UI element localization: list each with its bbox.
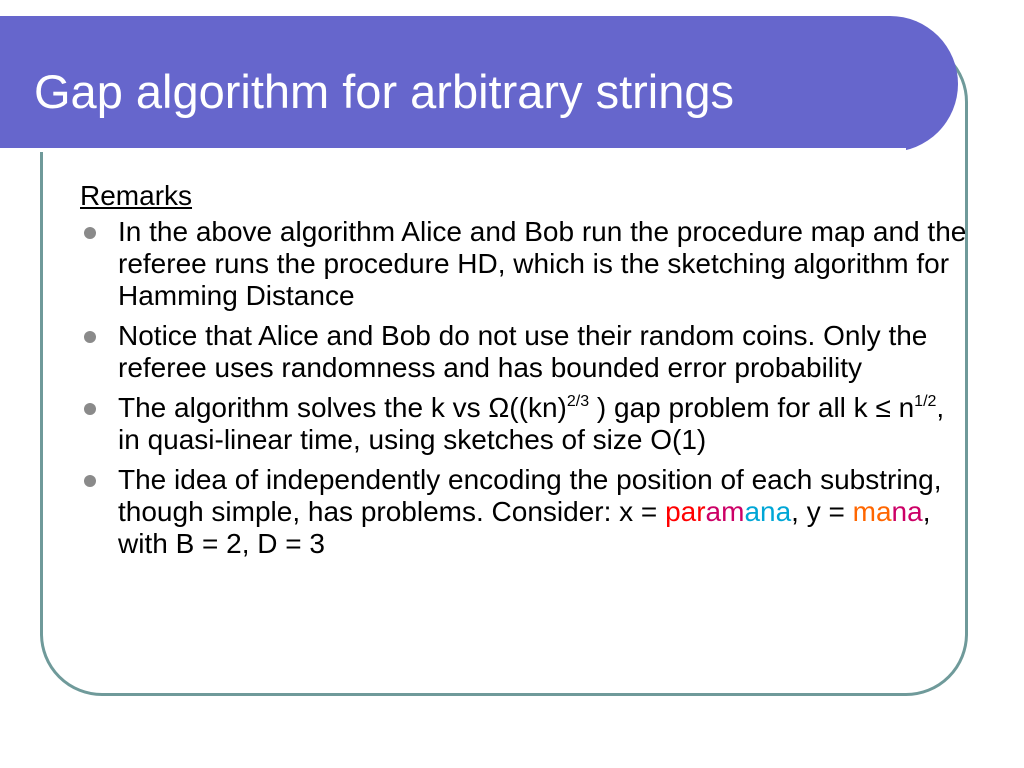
string-x-segment: ana [744,496,792,527]
bullet-dot-icon [84,331,96,343]
bullet-item-3 [80,392,970,456]
string-x-segment: par [665,496,706,527]
bullet-item-2 [80,320,970,384]
remarks-heading: Remarks [80,180,193,211]
bullet-text-part: The algorithm solves the k vs Ω((kn) [118,392,567,423]
bullet-text: Notice that Alice and Bob do not use their random coins. Only the referee uses randomness and has bounded error probability [118,320,928,383]
exponent: 1/2 [914,393,937,410]
string-y-segment: na [891,496,923,527]
string-x-segment: am [705,496,745,527]
slide-title: Gap algorithm for arbitrary strings [34,65,735,118]
bullet-item-4 [80,464,970,560]
bullet-text-part: , with B = 2, D = 3 [118,496,931,559]
title-underline [0,148,906,152]
bullet-dot-icon [84,227,96,239]
bullet-text: In the above algorithm Alice and Bob run the procedure map and the referee runs the procedure HD, which is the sketching algorithm for Hamming Distance [118,216,967,311]
bullet-text-part: , y = [791,496,853,527]
bullet-dot-icon [84,403,96,415]
string-y-segment: ma [852,496,892,527]
bullet-text-part: The idea of independently encoding the position of each substring, though simple, has problems. Consider: x = [118,464,942,527]
bullet-item-1 [80,216,970,312]
slide-body [80,180,970,568]
bullet-text-part: , in quasi-linear time, using sketches of size O(1) [118,392,945,455]
bullet-text-part: ) gap problem for all k ≤ n [589,392,915,423]
bullet-list [80,216,970,560]
exponent: 2/3 [566,393,590,410]
title-band [0,16,958,152]
bullet-dot-icon [84,475,96,487]
